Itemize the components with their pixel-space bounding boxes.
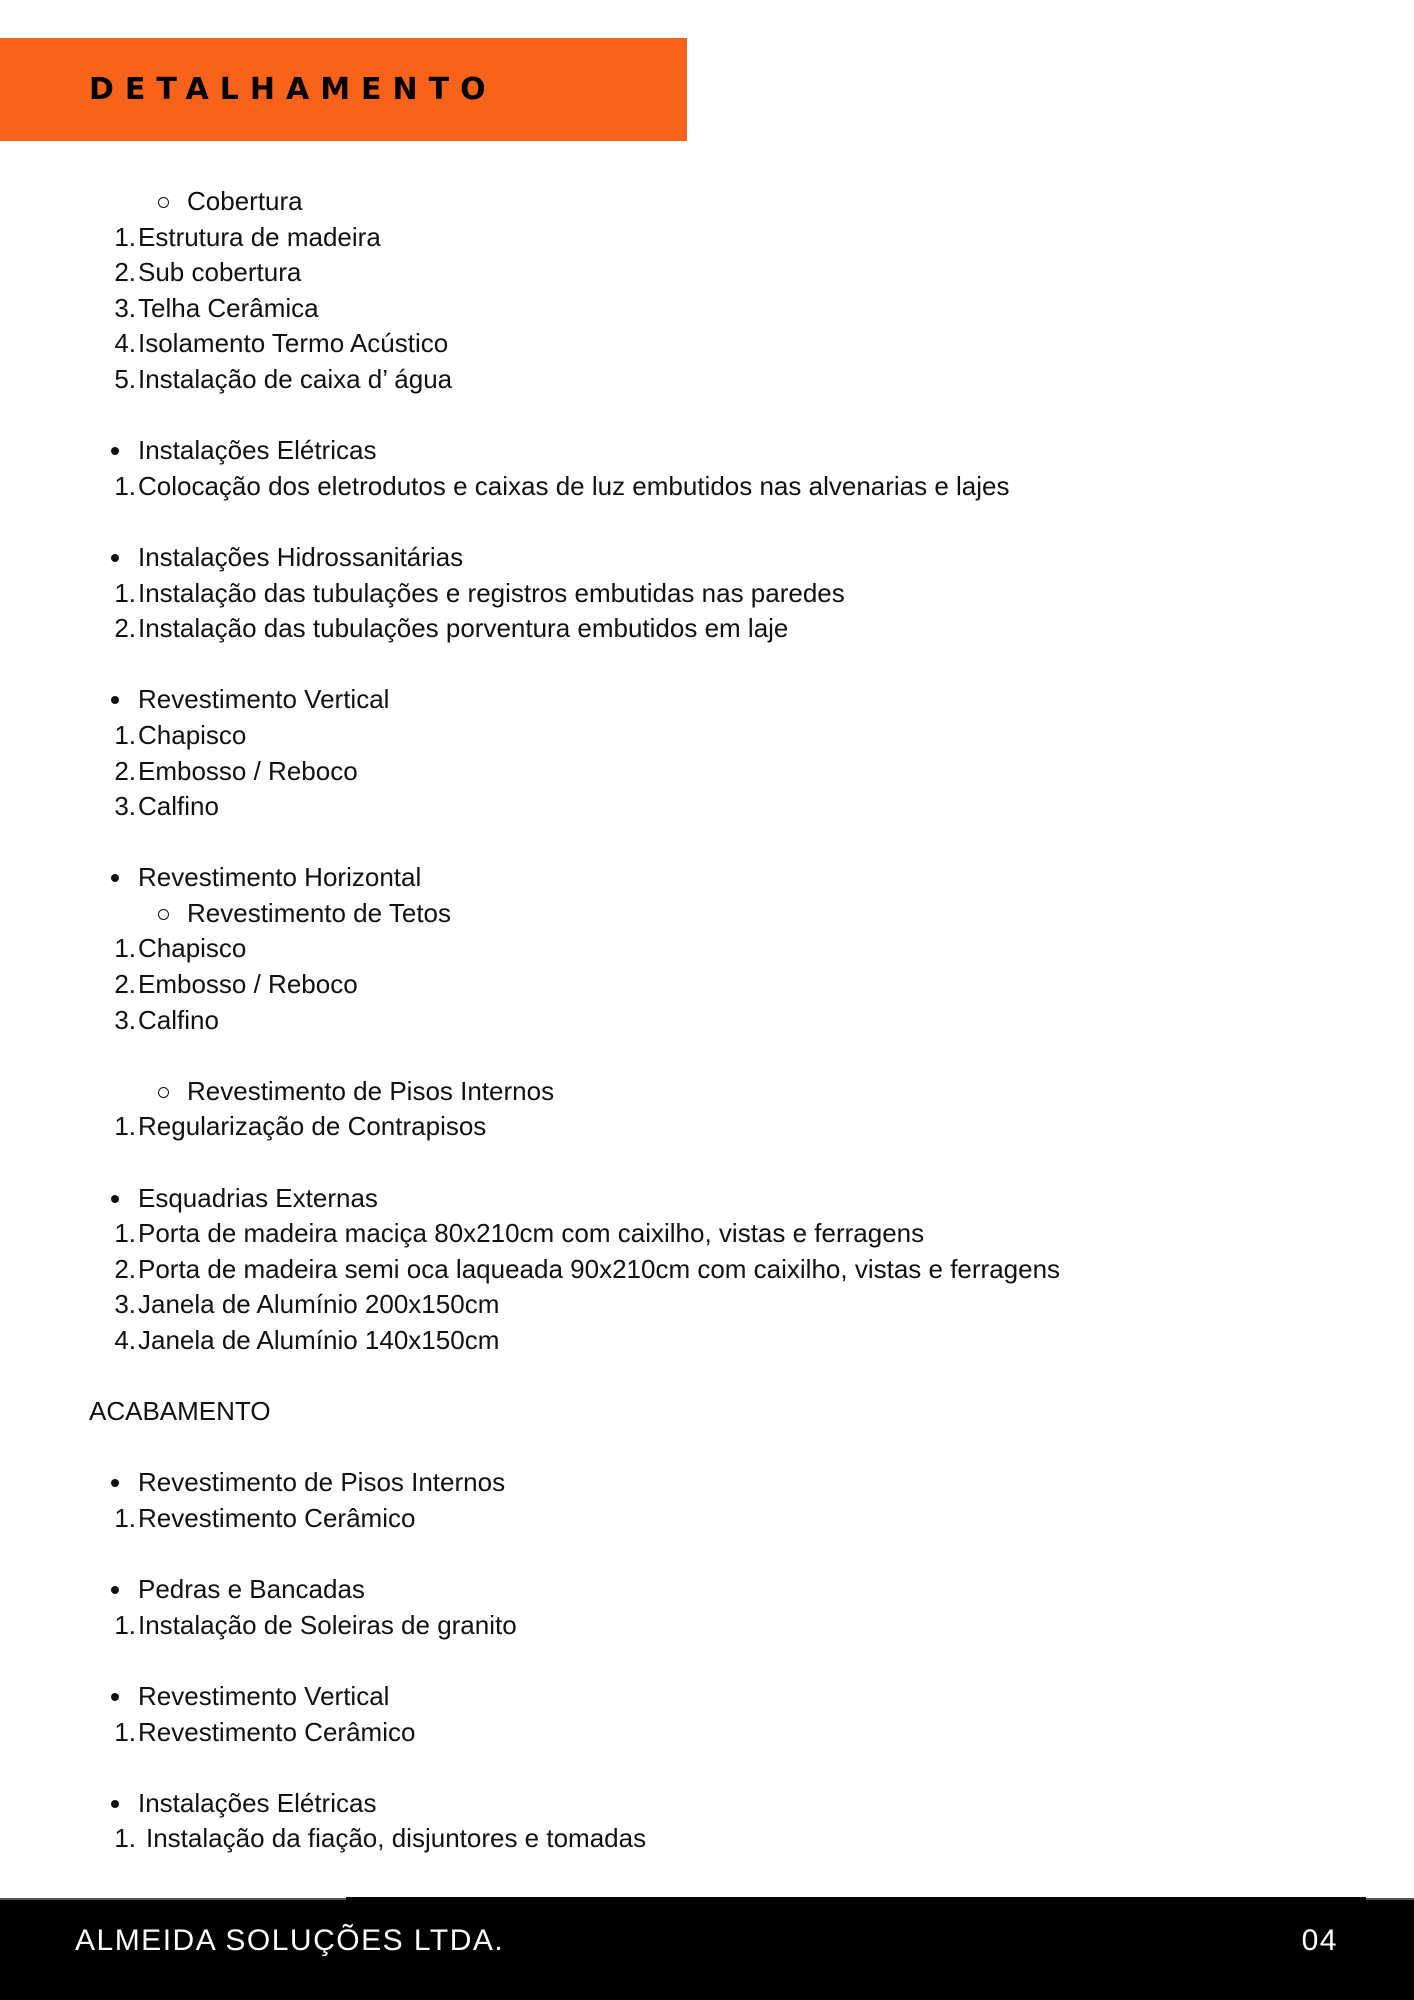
list-text: Estrutura de madeira [138, 221, 381, 252]
bullet-icon [111, 1693, 119, 1701]
list-item [0, 1501, 1414, 1537]
blank-line [0, 398, 1414, 434]
list-item [0, 1003, 1414, 1039]
list-item [0, 789, 1414, 825]
list-number: 1. [114, 1823, 136, 1854]
list-text: Revestimento de Pisos Internos [187, 1075, 555, 1106]
circle-bullet-icon [158, 1087, 169, 1098]
list-item [0, 1608, 1414, 1644]
list-item [0, 718, 1414, 754]
blank-line [0, 1359, 1414, 1395]
list-number: 4. [114, 1325, 136, 1355]
blank-line [0, 1537, 1414, 1573]
blank-line [0, 825, 1414, 861]
list-number: 1. [114, 1111, 136, 1142]
list-text: Regularização de Contrapisos [138, 1111, 487, 1142]
list-number: 1. [114, 470, 136, 501]
list-number: 2. [114, 257, 136, 288]
list-section [0, 682, 1414, 718]
list-text: Chapisco [138, 933, 247, 964]
list-number: 1. [114, 577, 136, 608]
bullet-icon [111, 554, 119, 562]
list-text: Revestimento Vertical [138, 684, 390, 715]
list-text: Revestimento Horizontal [138, 862, 422, 893]
list-text: Pedras e Bancadas [138, 1574, 365, 1605]
list-text: Porta de madeira maciça 80x210cm com caixilho, vistas e ferragens [138, 1218, 925, 1249]
list-number: 1. [114, 221, 136, 252]
list-item [0, 967, 1414, 1003]
detail-list [0, 184, 1414, 1857]
list-item [0, 931, 1414, 967]
footer-company-name: ALMEIDA SOLUÇÕES LTDA. [75, 1924, 505, 1957]
list-number: 2. [114, 1253, 136, 1284]
blank-line [0, 1430, 1414, 1466]
blank-line [0, 1750, 1414, 1786]
list-number: 3. [114, 1289, 136, 1320]
list-item [0, 754, 1414, 790]
list-item [0, 1323, 1414, 1359]
list-section [0, 1679, 1414, 1715]
list-text: Isolamento Termo Acústico [138, 328, 449, 359]
blank-line [0, 647, 1414, 683]
list-text: Instalações Hidrossanitárias [138, 541, 464, 572]
list-text: Telha Cerâmica [138, 292, 319, 323]
list-item [0, 576, 1414, 612]
list-text: Revestimento Cerâmico [138, 1502, 416, 1533]
list-section [0, 860, 1414, 896]
list-number: 3. [114, 791, 136, 822]
bullet-icon [111, 874, 119, 882]
list-section [0, 1181, 1414, 1217]
list-text: Janela de Alumínio 140x150cm [138, 1325, 500, 1355]
list-number: 1. [114, 1716, 136, 1747]
list-item [0, 1252, 1414, 1288]
list-number: 1. [114, 933, 136, 964]
list-item [0, 469, 1414, 505]
list-text: Instalações Elétricas [138, 435, 377, 466]
list-number: 2. [114, 613, 136, 644]
list-text: Instalação das tubulações porventura embutidos em laje [138, 613, 789, 644]
list-item [0, 1109, 1414, 1145]
list-text: Embosso / Reboco [138, 969, 358, 1000]
blank-line [0, 1145, 1414, 1181]
list-text: Sub cobertura [138, 257, 302, 288]
list-number: 1. [114, 1502, 136, 1533]
list-item [0, 326, 1414, 362]
list-number: 4. [114, 328, 136, 359]
list-text: Instalações Elétricas [138, 1787, 377, 1818]
list-section [0, 1786, 1414, 1822]
list-text: Revestimento de Pisos Internos [138, 1467, 506, 1498]
list-item [0, 362, 1414, 398]
list-section [0, 1572, 1414, 1608]
list-section [0, 433, 1414, 469]
list-text: Revestimento de Tetos [187, 897, 451, 928]
list-number: 5. [114, 363, 136, 394]
circle-bullet-icon [158, 197, 169, 208]
list-item [0, 1287, 1414, 1323]
list-text: Cobertura [187, 186, 303, 216]
blank-line [0, 504, 1414, 540]
list-number: 1. [114, 1609, 136, 1640]
list-item [0, 611, 1414, 647]
list-item [0, 1821, 1414, 1857]
list-number: 3. [114, 292, 136, 323]
section-heading [0, 1394, 1414, 1430]
list-text: Revestimento Cerâmico [138, 1716, 416, 1747]
page-number: 04 [1301, 1924, 1338, 1957]
page-title: DETALHAMENTO [89, 72, 497, 107]
list-item [0, 255, 1414, 291]
blank-line [0, 1038, 1414, 1074]
list-text: Embosso / Reboco [138, 755, 358, 786]
bullet-icon [111, 447, 119, 455]
list-subsection [0, 184, 1414, 220]
bullet-icon [111, 1479, 119, 1487]
list-text: Instalação de caixa d’ água [138, 363, 453, 394]
bullet-icon [111, 1195, 119, 1203]
list-number: 2. [114, 755, 136, 786]
list-number: 2. [114, 969, 136, 1000]
list-text: Instalação das tubulações e registros embutidas nas paredes [138, 577, 845, 608]
list-text: Colocação dos eletrodutos e caixas de luz embutidos nas alvenarias e lajes [138, 470, 1010, 501]
list-number: 1. [114, 1218, 136, 1249]
list-section [0, 540, 1414, 576]
list-subsection [0, 896, 1414, 932]
list-item [0, 1715, 1414, 1751]
bullet-icon [111, 1800, 119, 1808]
blank-line [0, 1643, 1414, 1679]
list-text: Revestimento Vertical [138, 1680, 390, 1711]
list-number: 1. [114, 719, 136, 750]
list-item [0, 1216, 1414, 1252]
list-text: Janela de Alumínio 200x150cm [138, 1289, 500, 1320]
list-text: Porta de madeira semi oca laqueada 90x210cm com caixilho, vistas e ferragens [138, 1253, 1061, 1284]
list-text: Calfino [138, 1004, 219, 1035]
bullet-icon [111, 1586, 119, 1594]
list-text: Instalação da fiação, disjuntores e tomadas [146, 1823, 647, 1854]
list-text: Instalação de Soleiras de granito [138, 1609, 517, 1640]
circle-bullet-icon [158, 909, 169, 920]
list-section [0, 1465, 1414, 1501]
list-item [0, 291, 1414, 327]
list-subsection [0, 1074, 1414, 1110]
list-number: 3. [114, 1004, 136, 1035]
list-text: Chapisco [138, 719, 247, 750]
list-item [0, 220, 1414, 256]
bullet-icon [111, 696, 119, 704]
list-text: Calfino [138, 791, 219, 822]
list-text: Esquadrias Externas [138, 1182, 378, 1213]
list-text: ACABAMENTO [89, 1396, 271, 1427]
